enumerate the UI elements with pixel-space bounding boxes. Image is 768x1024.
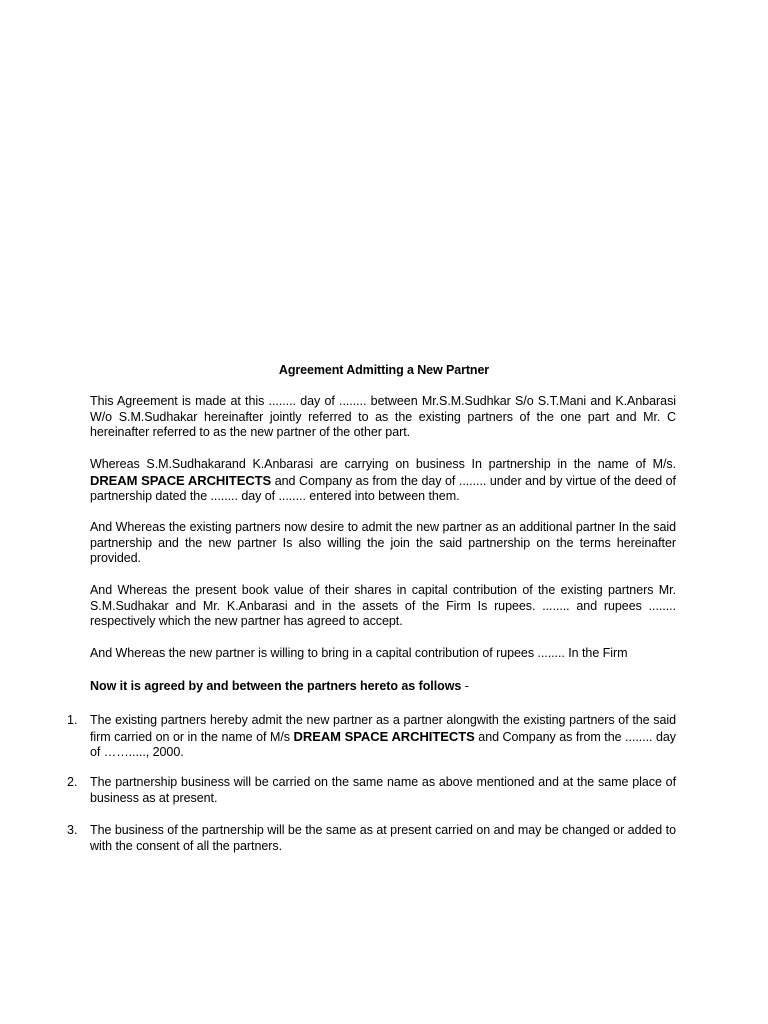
paragraph-whereas-business: [90, 457, 676, 505]
paragraph-whereas-admit: And Whereas the existing partners now desire to admit the new partner as an additional partner In the said partnership and the new partner Is also willing the join the said partnership on the terms hereinafter provided.: [90, 520, 676, 565]
list-item-number: 3.: [67, 823, 78, 837]
list-item: The partnership business will be carried on the same name as above mentioned and at the same place of business as at present.: [90, 775, 676, 805]
agreed-heading: Now it is agreed by and between the partners hereto as follows: [90, 679, 462, 693]
document-title: Agreement Admitting a New Partner: [278, 363, 490, 377]
list-item-text: The existing partners hereby admit the new partner as a partner alongwith the existing partners of the said firm carried on or in the name of M/s: [90, 713, 676, 744]
paragraph-agreement-parties: This Agreement is made at this ........ day of ........ between Mr.S.M.Sudhkar S/o S.T.Mani and K.Anbarasi W/o S.M.Sudhakar hereinafter jointly referred to as the existing partners of the one part and Mr. C hereinafter referred to as the new partner of the other part.: [90, 394, 676, 439]
firm-name: DREAM SPACE ARCHITECTS: [293, 728, 475, 744]
list-item-text: and Company as from the ........ day of ……....., 2000.: [90, 729, 676, 759]
list-item: The business of the partnership will be the same as at present carried on and may be changed or added to with the consent of all the partners.: [90, 823, 676, 853]
list-item-number: 1.: [67, 713, 78, 727]
paragraph-whereas-book-value: And Whereas the present book value of their shares in capital contribution of the existing partners Mr. S.M.Sudhakar and Mr. K.Anbarasi and in the assets of the Firm Is rupees. ........ and rupees ........ respectively which the new partner has agreed to accept.: [90, 583, 676, 628]
list-item-number: 2.: [67, 775, 78, 789]
paragraph-text: and Company as from the day of ........ under and by virtue of the deed of partnership dated the ........ day of ........ entered into between them.: [90, 473, 676, 503]
agreed-dash: -: [461, 679, 469, 693]
firm-name: DREAM SPACE ARCHITECTS: [90, 472, 272, 488]
list-item: [90, 713, 676, 761]
paragraph-now-agreed: [90, 679, 676, 695]
paragraph-text: Whereas S.M.Sudhakarand K.Anbarasi are carrying on business In partnership in the name of M/s.: [90, 457, 676, 471]
paragraph-whereas-capital: And Whereas the new partner is willing to bring in a capital contribution of rupees ........ In the Firm: [90, 646, 628, 660]
